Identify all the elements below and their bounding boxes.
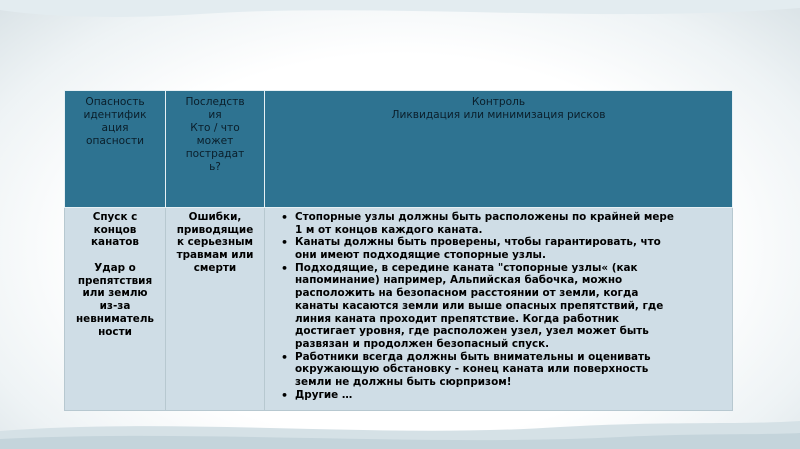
- hazard-cell: Спуск с концов канатов Удар о препятствия или землю из-за невниматель ности: [65, 208, 166, 411]
- top-wave-decoration: [0, 0, 800, 60]
- table-row: [65, 208, 733, 411]
- control-item: • Работники всегда должны быть внимательны и оценивать окружающую обстановку - конец каната или поверхность земли не должны быть сюрпризом!: [283, 351, 728, 389]
- consequence-header: Последств ия Кто / что может пострадат ь?: [166, 91, 265, 208]
- control-item: • Стопорные узлы должны быть расположены по крайней мере 1 м от концов каждого каната.: [283, 211, 728, 236]
- control-item: • Канаты должны быть проверены, чтобы гарантировать, что они имеют подходящие стопорные узлы.: [283, 236, 728, 261]
- header-row: [65, 91, 733, 208]
- control-item: • Другие …: [283, 389, 728, 402]
- controls-list: [269, 211, 728, 401]
- risk-table: [64, 90, 733, 411]
- controls-cell: [265, 208, 733, 411]
- control-header: Контроль Ликвидация или минимизация рисков: [265, 91, 733, 208]
- hazard-header: Опасность идентифик ация опасности: [65, 91, 166, 208]
- consequence-cell: Ошибки, приводящие к серьезным травмам или смерти: [166, 208, 265, 411]
- bottom-wave-decoration: [0, 409, 800, 449]
- control-item: • Подходящие, в середине каната "стопорные узлы« (как напоминание) например, Альпийская бабочка, можно расположить на безопасном расстоянии от земли, когда канаты касаются земли или выше опасных препятствий, где линия каната проходит препятствие. Когда работник достигает уровня, где расположен узел, узел может быть развязан и продолжен безопасный спуск.: [283, 262, 728, 351]
